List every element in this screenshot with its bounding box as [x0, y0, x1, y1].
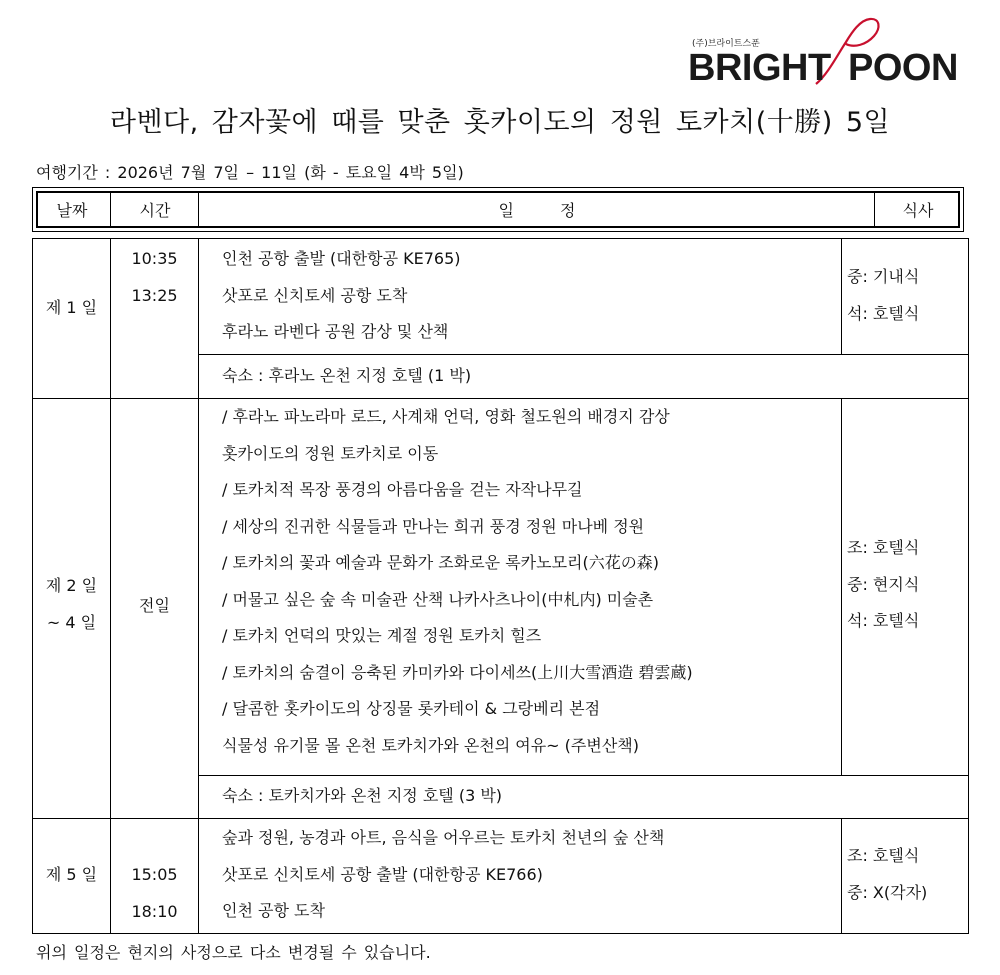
day-5-schedule	[222, 820, 664, 930]
travel-period: 여행기간 : 2026년 7월 7일 – 11일 (화 - 토요일 4박 5일)	[36, 163, 464, 182]
list-item: 홋카이도의 정원 토카치로 이동	[222, 443, 439, 463]
header-day: 날짜	[56, 201, 88, 220]
day-1-schedule	[222, 241, 461, 351]
header-schedule: 일 정	[498, 201, 576, 220]
day-2-4-time: 전일	[139, 596, 170, 615]
logo-word-bright: BRIGHT	[688, 47, 831, 89]
day-2-4-lodging: 숙소 : 토카치가와 온천 지정 호텔 (3 박)	[222, 786, 503, 805]
list-item: 인천 공항 도착	[222, 901, 325, 920]
list-item: 삿포로 신치토세 공항 출발 (대한항공 KE766)	[222, 864, 543, 884]
list-item: 후라노 라벤다 공원 감상 및 산책	[222, 322, 449, 341]
list-item: 인천 공항 출발 (대한항공 KE765)	[222, 249, 461, 268]
day-2-4-meals: 조: 호텔식 중: 현지식 석: 호텔식	[847, 538, 920, 630]
list-item: / 토카치의 꽃과 예술과 문화가 조화로운 록카노모리(六花の森)	[222, 553, 659, 572]
day-1-meals: 중: 기내식 석: 호텔식	[847, 267, 920, 323]
list-item: / 토카치적 목장 풍경의 아름다움을 걷는 자작나무길	[222, 480, 583, 499]
list-item: / 후라노 파노라마 로드, 사계채 언덕, 영화 철도원의 배경지 감상	[222, 407, 670, 426]
list-item: 식물성 유기물 몰 온천 토카치가와 온천의 여유~ (주변산책)	[222, 735, 639, 755]
logo-word-poon: POON	[848, 47, 958, 89]
header-time: 시간	[139, 201, 171, 220]
day-5-times: 15:05 18:10	[131, 865, 178, 921]
day-5-meals: 조: 호텔식 중: X(각자)	[847, 846, 928, 902]
header-meal: 식사	[902, 201, 934, 220]
footer-note: 위의 일정은 현지의 사정으로 다소 변경될 수 있습니다.	[36, 943, 431, 962]
list-item: / 토카치의 숨결이 응축된 카미카와 다이세쓰(上川大雪酒造 碧雲蔵)	[222, 662, 693, 682]
day-1-times: 10:35 13:25	[131, 249, 178, 305]
page-title: 라벤다, 감자꽃에 때를 맞춘 홋카이도의 정원 토카치(十勝) 5일	[109, 107, 891, 138]
day-5-label: 제 5 일	[45, 865, 98, 884]
table-header	[32, 187, 964, 232]
brand-logo	[688, 14, 958, 89]
day-1-lodging: 숙소 : 후라노 온천 지정 호텔 (1 박)	[222, 366, 472, 385]
list-item: 삿포로 신치토세 공항 도착	[222, 285, 408, 305]
list-item: 숲과 정원, 농경과 아트, 음식을 어우르는 토카치 천년의 숲 산책	[222, 828, 665, 847]
list-item: / 세상의 진귀한 식물들과 만나는 희귀 풍경 정원 마나베 정원	[222, 516, 645, 536]
list-item: / 달콤한 홋카이도의 상징물 롯카테이 & 그랑베리 본점	[222, 699, 601, 718]
list-item: / 머물고 싶은 숲 속 미술관 산책 나카사츠나이(中札内) 미술촌	[222, 589, 654, 609]
list-item: / 토카치 언덕의 맛있는 계절 정원 토카치 힐즈	[222, 626, 542, 645]
day-2-4-label: 제 2 일 ~ 4 일	[45, 576, 98, 632]
day-1-label: 제 1 일	[45, 298, 98, 317]
day-2-4-schedule	[222, 399, 693, 764]
logo-corp-text: (주)브라이트스푼	[692, 39, 760, 49]
